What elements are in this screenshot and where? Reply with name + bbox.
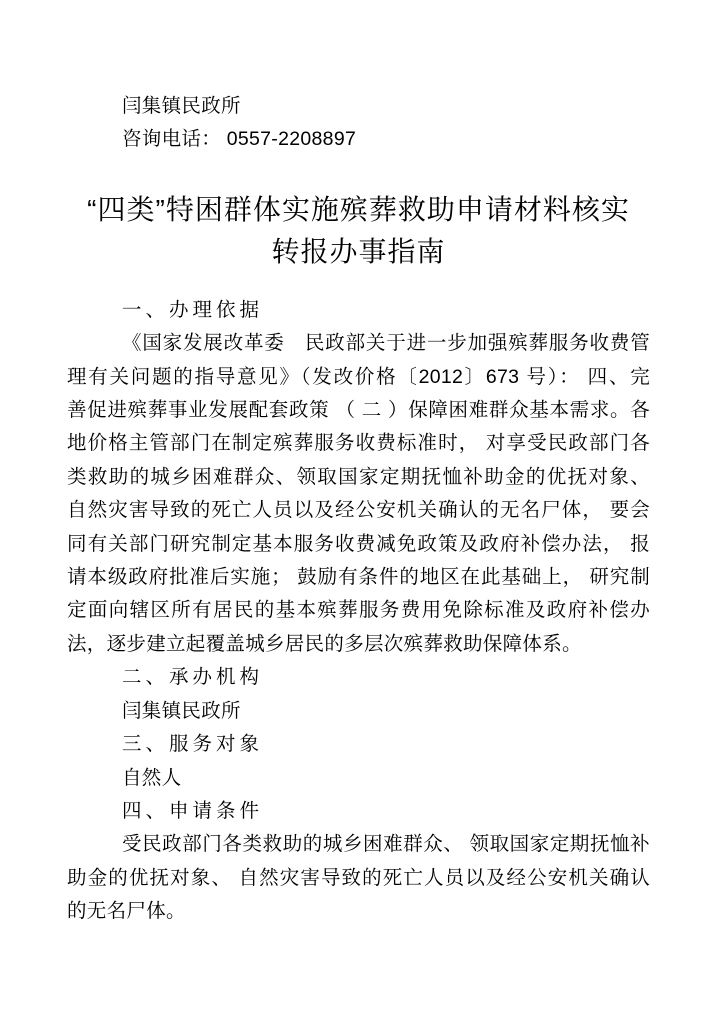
section-heading-audience: 三、服务对象 xyxy=(122,733,264,756)
section-heading-agency: 二、承办机构 xyxy=(122,666,264,689)
body-line: 理有关问题的指导意见》（发改价格〔2012〕673 号）： 四、完 xyxy=(67,365,650,388)
body-line: 法，逐步建立起覆盖城乡居民的多层次殡葬救助保障体系。 xyxy=(67,632,582,655)
title-line-1: “四类”特困群体实施殡葬救助申请材料核实 xyxy=(87,193,630,225)
audience-value: 自然人 xyxy=(122,766,182,789)
section-heading-basis: 一、办理依据 xyxy=(122,298,264,321)
body-line: 地价格主管部门在制定殡葬服务收费标准时， 对享受民政部门各 xyxy=(67,432,650,455)
document-title xyxy=(67,189,650,273)
office-name: 闫集镇民政所 xyxy=(122,95,241,117)
section-heading-conditions: 四、申请条件 xyxy=(122,799,264,822)
body-line: 《国家发展改革委 民政部关于进一步加强殡葬服务收费管 xyxy=(122,332,650,355)
document-header xyxy=(67,90,650,157)
body-line: 受民政部门各类救助的城乡困难群众、 领取国家定期抚恤补 xyxy=(122,833,650,856)
body-line: 善促进殡葬事业发展配套政策 （ 二 ）保障困难群众基本需求。各 xyxy=(67,399,650,422)
body-line: 助金的优抚对象、 自然灾害导致的死亡人员以及经公安机关确认 xyxy=(67,866,650,889)
agency-name: 闫集镇民政所 xyxy=(122,699,241,722)
title-line-2: 转报办事指南 xyxy=(271,235,446,267)
body-line: 的无名尸体。 xyxy=(67,900,186,923)
phone-line: 咨询电话： 0557-2208897 xyxy=(122,128,357,151)
body-line: 请本级政府批准后实施； 鼓励有条件的地区在此基础上， 研究制 xyxy=(67,566,650,589)
document-body xyxy=(67,294,650,929)
body-line: 类救助的城乡困难群众、领取国家定期抚恤补助金的优抚对象、 xyxy=(67,465,650,488)
body-line: 自然灾害导致的死亡人员以及经公安机关确认的无名尸体， 要会 xyxy=(67,499,650,522)
body-line: 定面向辖区所有居民的基本殡葬服务费用免除标准及政府补偿办 xyxy=(67,599,650,622)
body-line: 同有关部门研究制定基本服务收费减免政策及政府补偿办法， 报 xyxy=(67,532,650,555)
